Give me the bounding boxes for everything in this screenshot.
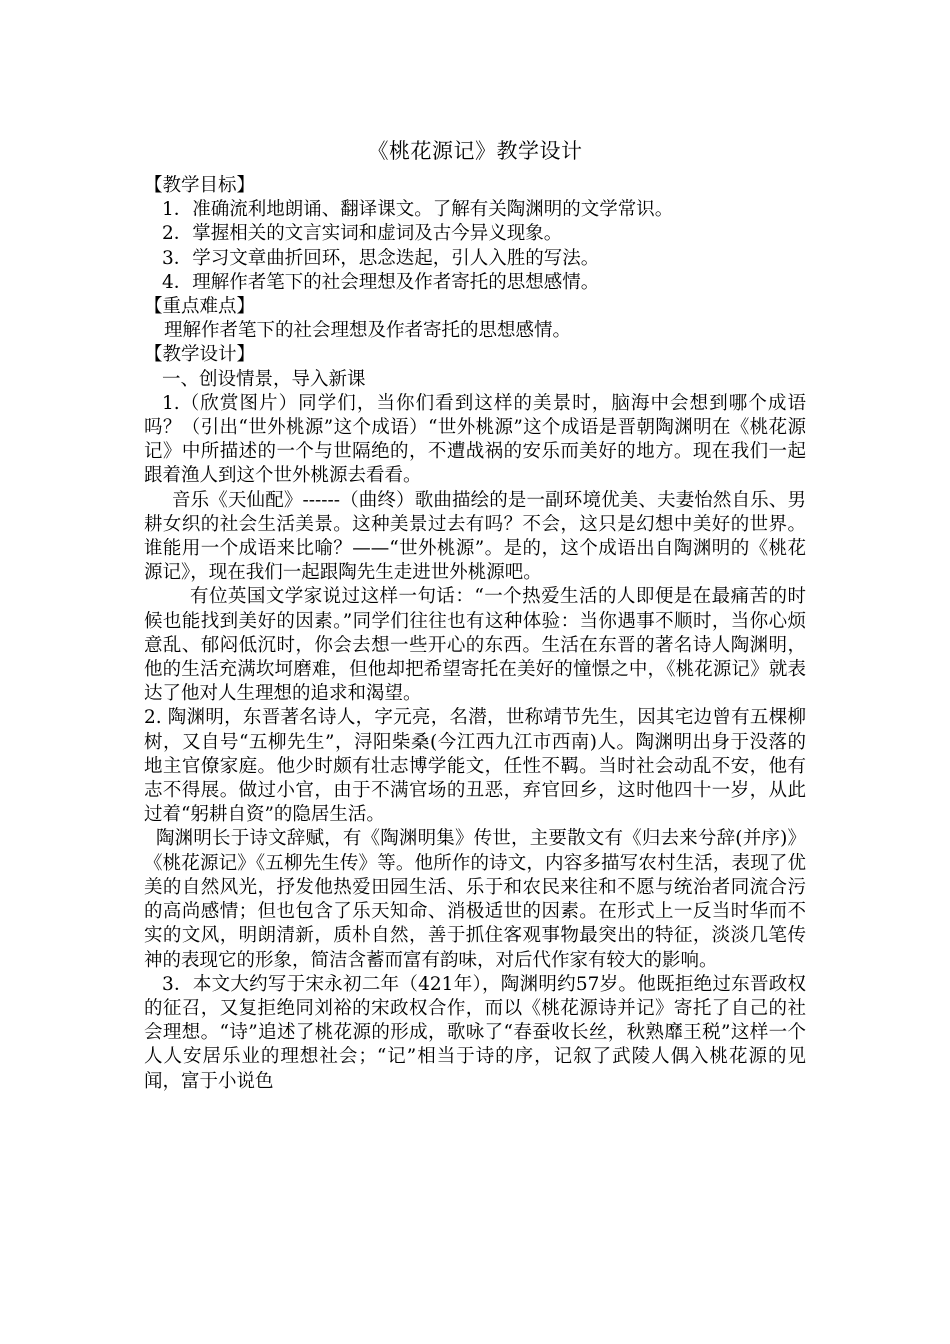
paragraph: 音乐《天仙配》------（曲终）歌曲描绘的是一副环境优美、夫妻怡然自乐、男耕女织的社会生活美景。这种美景过去有吗？不会，这只是幻想中美好的世界。谁能用一个成语来比喻？——“世外桃源”。是的，这个成语出自陶渊明的《桃花源记》，现在我们一起跟陶先生走进世外桃源吧。 — [144, 489, 806, 584]
goal-item: 3．学习文章曲折回环，思念迭起，引人入胜的写法。 — [162, 247, 600, 269]
paragraph: 1.（欣赏图片）同学们，当你们看到这样的美景时，脑海中会想到哪个成语吗？（引出“世外桃源”这个成语）“世外桃源”这个成语是晋朝陶渊明在《桃花源记》中所描述的一个与世隔绝的，不遭战祸的安乐而美好的地方。现在我们一起跟着渔人到这个世外桃源去看看。 — [144, 392, 806, 487]
document-body — [144, 136, 806, 1094]
design-subheading: 一、创设情景，导入新课 — [162, 368, 366, 390]
section-heading-goals: 【教学目标】 — [144, 175, 256, 196]
goal-item: 2．掌握相关的文言实词和虚词及古今异义现象。 — [162, 223, 563, 245]
goal-item: 1．准确流利地朗诵、翻译课文。了解有关陶渊明的文学常识。 — [162, 199, 674, 221]
document-title: 《桃花源记》教学设计 — [367, 139, 583, 163]
paragraph: 2. 陶渊明，东晋著名诗人，字元亮，名潜，世称靖节先生，因其宅边曾有五棵柳树，又自号“五柳先生”，浔阳柴桑(今江西九江市西南)人。陶渊明出身于没落的地主官僚家庭。他少时颇有壮志博学能文，任性不羁。当时社会动乱不安，他有志不得展。做过小官，由于不满官场的丑恶，弃官回乡，这时他四十一岁，从此过着“躬耕自资”的隐居生活。 — [144, 707, 806, 826]
section-heading-key-points: 【重点难点】 — [144, 296, 256, 318]
paragraph: 3．本文大约写于宋永初二年（421年），陶渊明约57岁。他既拒绝过东晋政权的征召，又复拒绝同刘裕的宋政权合作，而以《桃花源诗并记》寄托了自己的社会理想。“诗”追述了桃花源的形成，歌咏了“春蚕收长丝，秋熟靡王税”这样一个人人安居乐业的理想社会；“记”相当于诗的序，记叙了武陵人偶入桃花源的见闻，富于小说色 — [144, 973, 806, 1092]
goal-item: 4．理解作者笔下的社会理想及作者寄托的思想感情。 — [162, 271, 600, 293]
section-heading-design: 【教学设计】 — [144, 344, 256, 366]
key-points-text: 理解作者笔下的社会理想及作者寄托的思想感情。 — [164, 320, 572, 342]
paragraph: 陶渊明长于诗文辞赋，有《陶渊明集》传世，主要散文有《归去来兮辞(并序)》《桃花源记》《五柳先生传》等。他所作的诗文，内容多描写农村生活，表现了优美的自然风光，抒发他热爱田园生活、乐于和农民来往和不愿与统治者同流合污的高尚感情；但也包含了乐天知命、消极适世的因素。在形式上一反当时华而不实的文风，明朗清新，质朴自然，善于抓住客观事物最突出的特征，淡淡几笔传神的表现它的形象，简洁含蓄而富有韵味，对后代作家有较大的影响。 — [144, 828, 806, 971]
paragraph: 有位英国文学家说过这样一句话：“一个热爱生活的人即便是在最痛苦的时候也能找到美好的因素。”同学们往往也有这种体验：当你遇事不顺时，当你心烦意乱、郁闷低沉时，你会去想一些开心的东西。生活在东晋的著名诗人陶渊明，他的生活充满坎坷磨难，但他却把希望寄托在美好的憧憬之中，《桃花源记》就表达了他对人生理想的追求和渴望。 — [144, 586, 806, 705]
